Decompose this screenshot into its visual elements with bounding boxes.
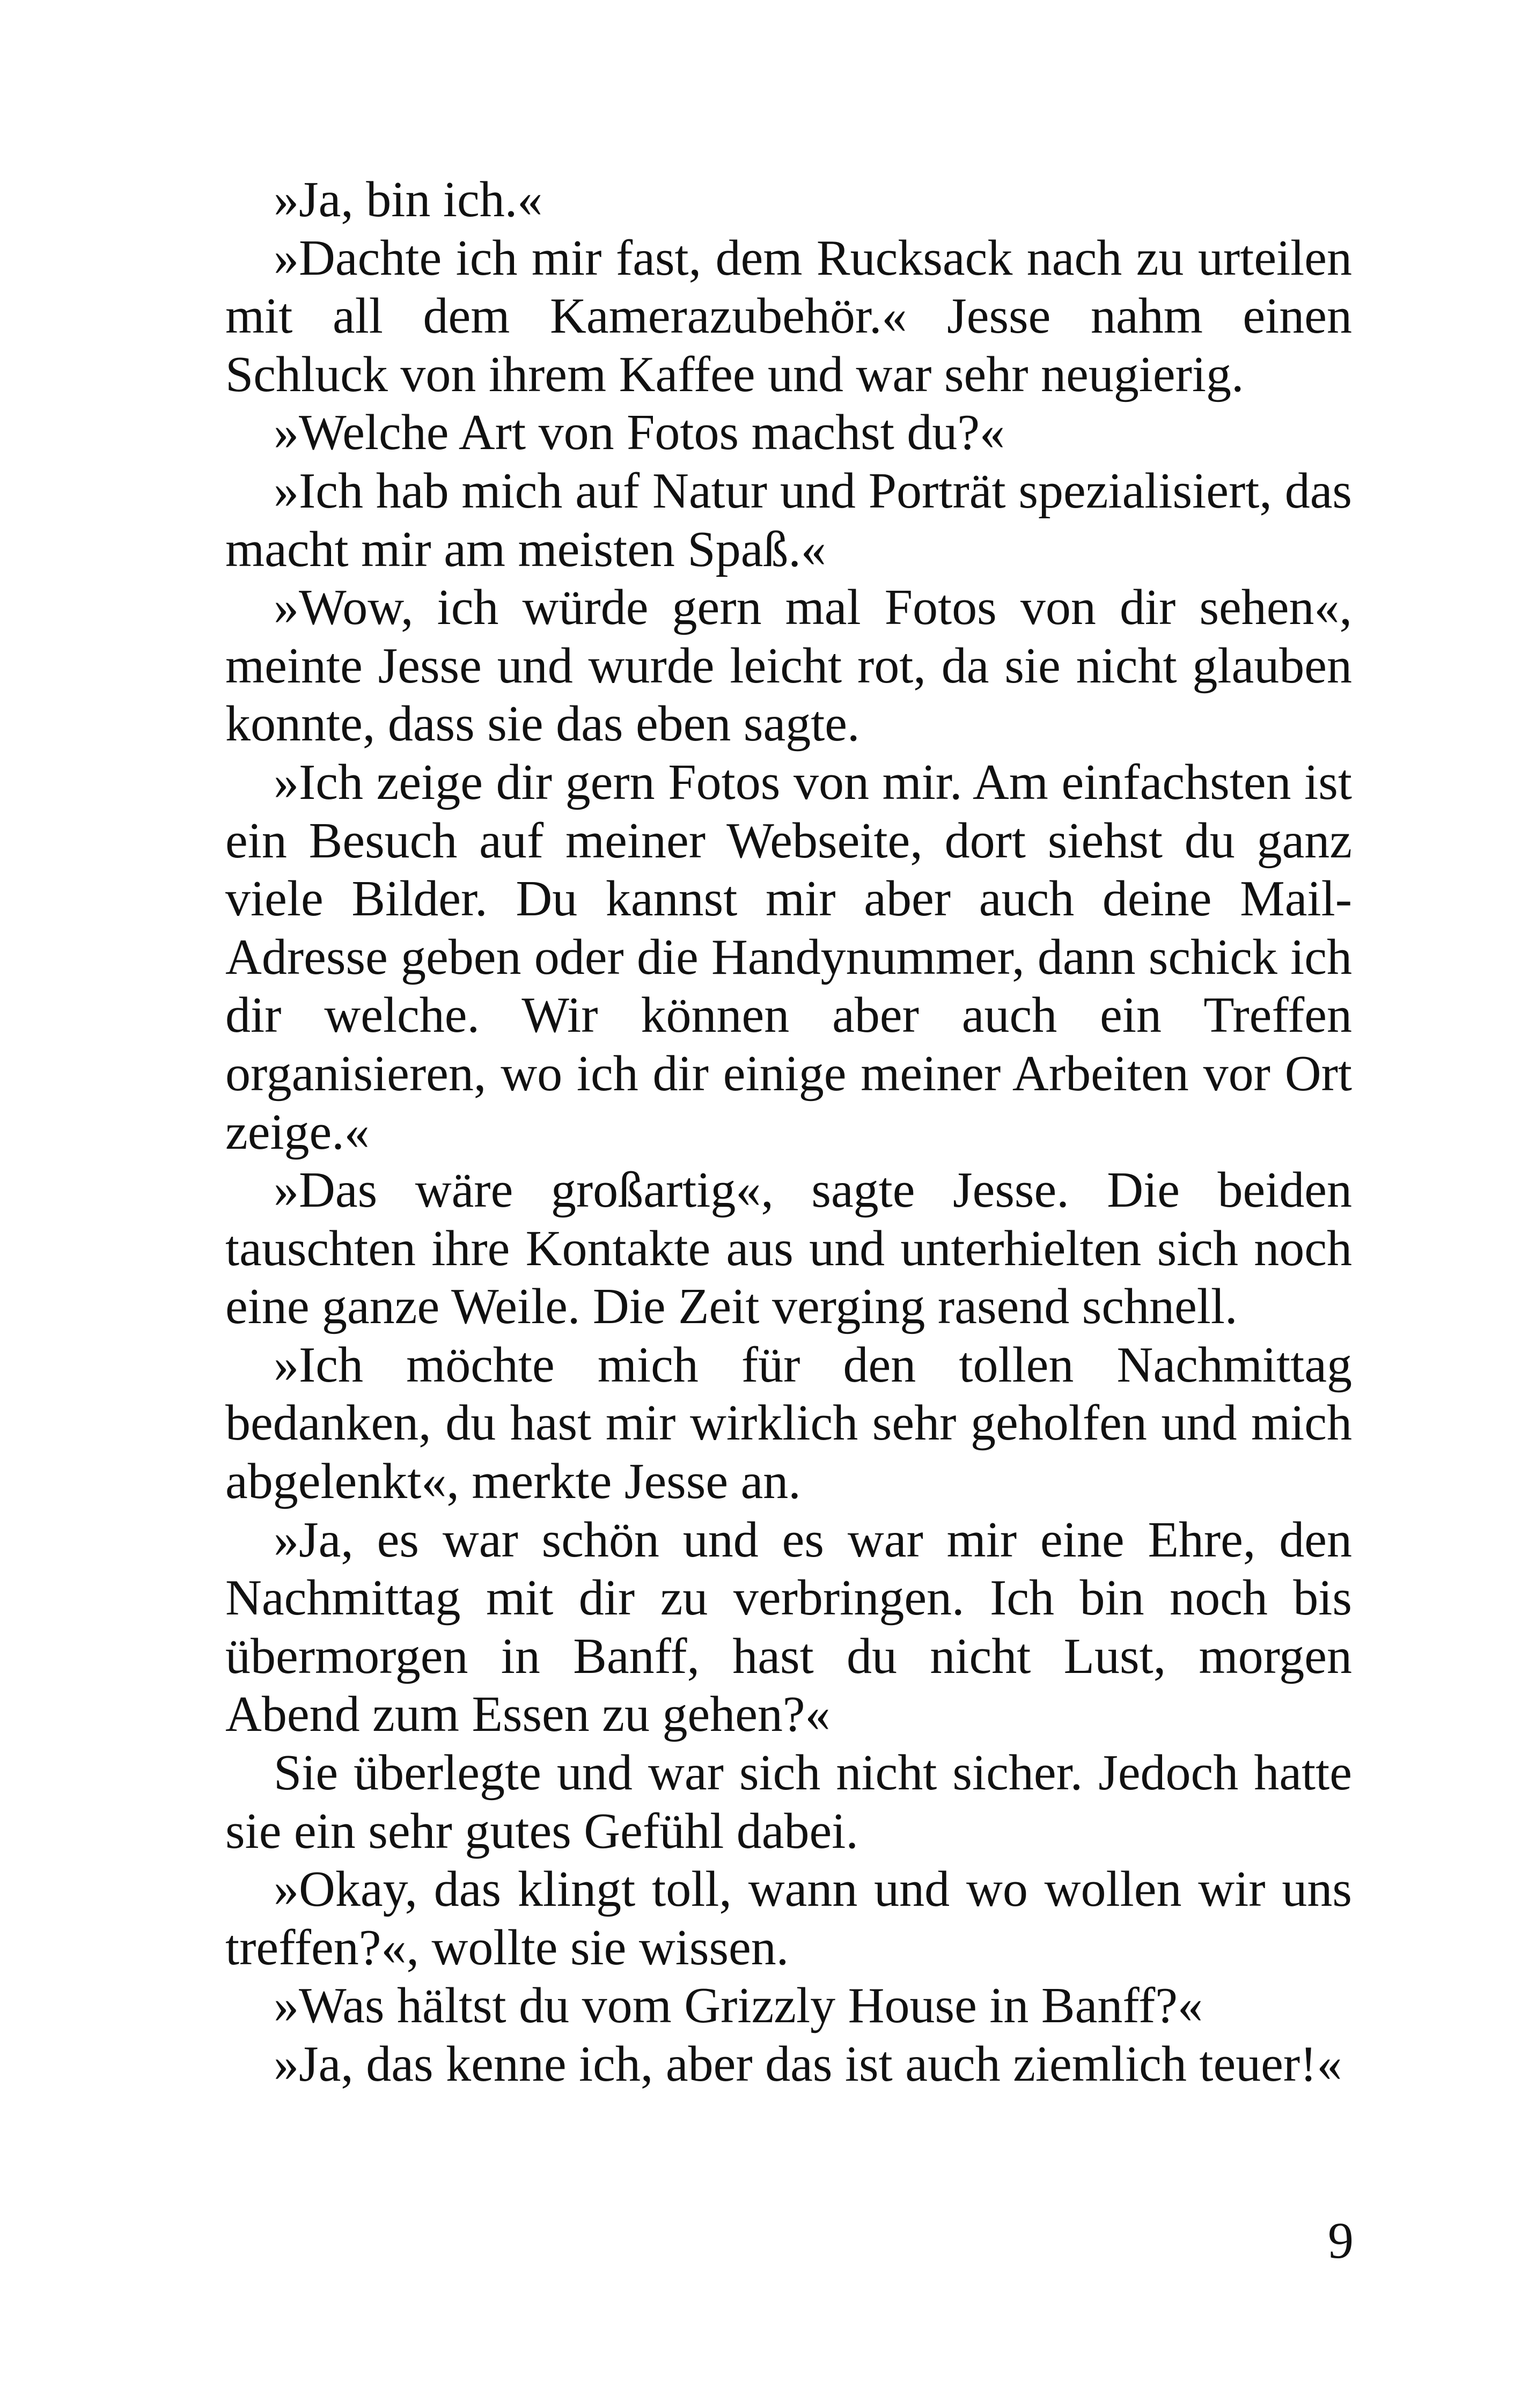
page-number: 9 — [1328, 2212, 1354, 2269]
paragraph: »Ja, es war schön und es war mir eine Ehre, den Nachmittag mit dir zu verbringen. Ich bin noch bis übermorgen in Banff, hast du nicht Lust, morgen Abend zum Essen zu gehen?« — [225, 1511, 1352, 1743]
paragraph: »Ich möchte mich für den tollen Nachmittag bedanken, du hast mir wirklich sehr geholfen und mich abgelenkt«, merkte Jesse an. — [225, 1337, 1352, 1510]
paragraph: »Wow, ich würde gern mal Fotos von dir sehen«, meinte Jesse und wurde leicht rot, da sie nicht glauben konnte, dass sie das eben sagte. — [225, 579, 1352, 752]
paragraph: »Ich zeige dir gern Fotos von mir. Am einfachsten ist ein Besuch auf meiner Webseite, dort siehst du ganz viele Bilder. Du kannst mir aber auch deine Mail-Adresse geben oder die Handynummer, dann schick ich dir welche. Wir können aber auch ein Treffen organisieren, wo ich dir einige meiner Arbeiten vor Ort zeige.« — [225, 754, 1352, 1160]
paragraph: »Ich hab mich auf Natur und Porträt spezialisiert, das macht mir am meisten Spaß.« — [225, 462, 1352, 577]
body-text — [225, 171, 1352, 2094]
paragraph: »Welche Art von Fotos machst du?« — [274, 405, 1005, 461]
paragraph: »Okay, das klingt toll, wann und wo wollen wir uns treffen?«, wollte sie wissen. — [225, 1861, 1352, 1976]
paragraph: »Das wäre großartig«, sagte Jesse. Die beiden tauschten ihre Kontakte aus und unterhielten sich noch eine ganze Weile. Die Zeit verging rasend schnell. — [225, 1162, 1352, 1335]
paragraph: »Ja, das kenne ich, aber das ist auch ziemlich teuer!« — [274, 2036, 1342, 2092]
paragraph: »Dachte ich mir fast, dem Rucksack nach zu urteilen mit all dem Kamerazubehör.« Jesse nahm einen Schluck von ihrem Kaffee und war sehr neugierig. — [225, 230, 1352, 402]
paragraph: »Ja, bin ich.« — [274, 172, 543, 227]
paragraph: »Was hältst du vom Grizzly House in Banff?« — [274, 1978, 1203, 2034]
paragraph: Sie überlegte und war sich nicht sicher. Jedoch hatte sie ein sehr gutes Gefühl dabei. — [225, 1745, 1352, 1859]
